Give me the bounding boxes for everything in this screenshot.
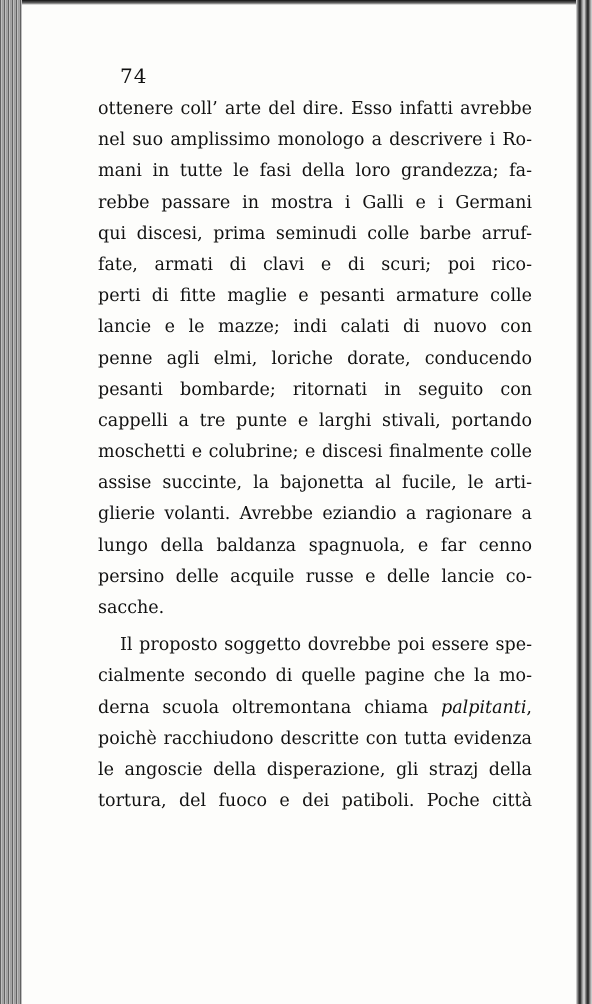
text-line-with-italic: derna scuola oltremontana chiama palpitanti,	[98, 697, 532, 718]
text-line: lancie e le mazze; indi calati di nuovo con	[98, 317, 532, 338]
page-content	[98, 58, 532, 817]
text-line: cialmente secondo di quelle pagine che la mo-	[98, 666, 532, 687]
page-top-edge	[0, 0, 592, 5]
text-line: le angoscie della disperazione, gli strazj della	[98, 759, 532, 780]
text-line: assise succinte, la bajonetta al fucile, le arti-	[98, 473, 532, 494]
italic-word: palpitanti	[441, 697, 527, 718]
text-line: poichè racchiudono descritte con tutta evidenza	[98, 728, 532, 749]
paragraph-2	[98, 630, 532, 817]
text-line: cappelli a tre punte e larghi stivali, portando	[98, 410, 532, 431]
text-line: Il proposto soggetto dovrebbe poi essere spe-	[120, 635, 532, 656]
text-line: perti di fitte maglie e pesanti armature colle	[98, 286, 532, 307]
paragraph-1	[98, 94, 532, 624]
text-line: nel suo amplissimo monologo a descrivere i Ro-	[98, 130, 532, 151]
text-line: mani in tutte le fasi della loro grandezza; fa-	[98, 161, 532, 182]
text-line: fate, armati di clavi e di scuri; poi rico-	[98, 254, 532, 275]
text-line: glierie volanti. Avrebbe eziandio a ragionare a	[98, 504, 532, 525]
text-line: ottenere coll’ arte del dire. Esso infatti avrebbe	[98, 99, 532, 119]
text-line: lungo della baldanza spagnuola, e far cenno	[98, 535, 532, 556]
page-fore-edge	[576, 0, 592, 1004]
text-line: pesanti bombarde; ritornati in seguito con	[98, 379, 532, 400]
text-line: tortura, del fuoco e dei patiboli. Poche città	[98, 791, 532, 812]
page-binding-edge	[0, 0, 22, 1004]
text-line: rebbe passare in mostra i Galli e i Germani	[98, 192, 532, 213]
text-line: moschetti e colubrine; e discesi finalmente colle	[98, 442, 532, 463]
page-number: 74	[120, 64, 148, 88]
text-line: sacche.	[98, 598, 165, 618]
text-line: penne agli elmi, loriche dorate, conducendo	[98, 348, 532, 369]
text-line: persino delle acquile russe e delle lancie co-	[98, 566, 532, 587]
text-line: qui discesi, prima seminudi colle barbe arruf-	[98, 223, 532, 244]
